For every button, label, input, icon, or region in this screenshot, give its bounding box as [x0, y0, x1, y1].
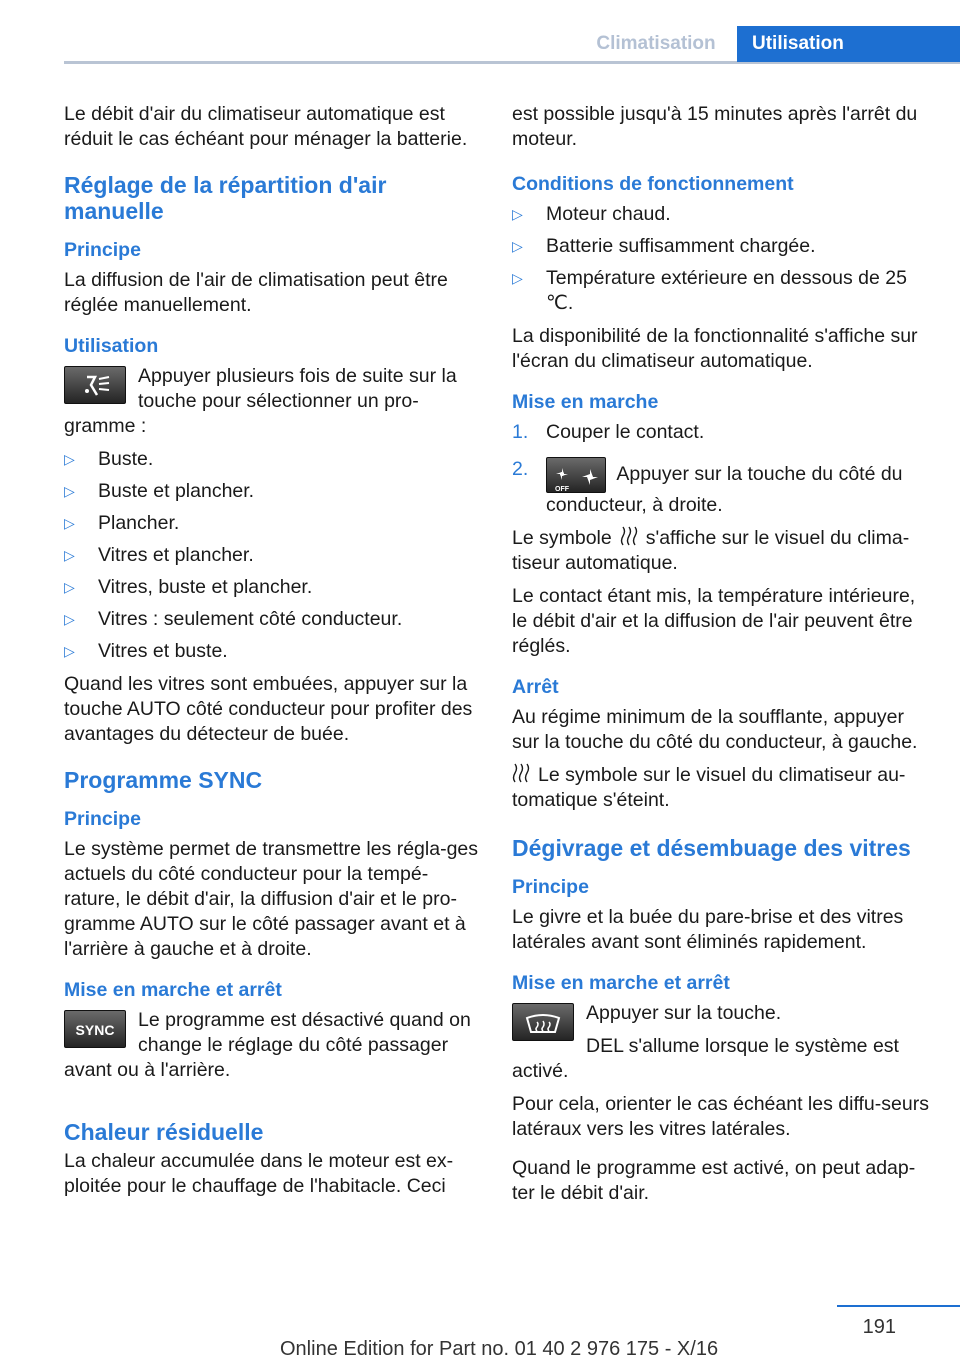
windshield-defrost-icon [523, 1010, 563, 1036]
subhead-principe: Principe [512, 876, 589, 898]
defrost-mise-line2: DEL s'allume lorsque le système est activé. [512, 1035, 899, 1082]
list-item: ▷ Buste. [64, 448, 154, 470]
triangle-bullet-icon: ▷ [512, 206, 523, 222]
off-label: OFF [555, 486, 569, 493]
utilisation-text: Appuyer plusieurs fois de suite sur la touche pour sélectionner un pro‐gramme : [64, 365, 457, 437]
step-number: 2. [512, 458, 529, 480]
air-distribution-icon [75, 373, 115, 399]
section-title-defrost: Dégivrage et désembuage des vitres [512, 835, 911, 861]
sync-block [64, 1008, 482, 1091]
continuation-text: est possible jusqu'à 15 minutes après l'arrêt du moteur. [512, 103, 918, 150]
triangle-bullet-icon: ▷ [64, 611, 75, 627]
subhead-utilisation: Utilisation [64, 335, 159, 357]
fog-text: Quand les vitres sont embuées, appuyer sur la touche AUTO côté conducteur pour profiter des avantages du détecteur de buée. [64, 673, 473, 745]
defrost-airflow-text: Quand le programme est activé, on peut adap‐ter le débit d'air. [512, 1157, 916, 1204]
subhead-conditions: Conditions de fonctionnement [512, 173, 794, 195]
list-item: ▷ Plancher. [64, 512, 180, 534]
page-number: 191 [862, 1316, 896, 1338]
subhead-principe: Principe [64, 239, 141, 261]
list-item: ▷ Température extérieure en dessous de 25 ℃. [512, 267, 907, 314]
triangle-bullet-icon: ▷ [64, 547, 75, 563]
list-item: ▷ Buste et plancher. [64, 480, 255, 502]
contact-text: Le contact étant mis, la température intérieure, le débit d'air et la diffusion de l'air peuvent être réglés. [512, 585, 916, 657]
left-column [64, 102, 482, 1207]
list-item: ▷ Vitres, buste et plancher. [64, 576, 313, 598]
air-distribution-button[interactable] [64, 366, 126, 404]
subhead-mise-en-marche: Mise en marche et arrêt [64, 979, 282, 1001]
list-item: ▷ Vitres et plancher. [64, 544, 254, 566]
arret-symbol-text: Le symbole sur le visuel du climatiseur au‐tomatique s'éteint. [512, 764, 906, 811]
triangle-bullet-icon: ▷ [512, 238, 523, 254]
triangle-bullet-icon: ▷ [64, 515, 75, 531]
availability-text: La disponibilité de la fonctionnalité s'affiche sur l'écran du climatiseur automatique. [512, 325, 918, 372]
subhead-mise-en-marche: Mise en marche et arrêt [512, 972, 730, 994]
step-number: 1. [512, 421, 529, 443]
triangle-bullet-icon: ▷ [64, 483, 75, 499]
triangle-bullet-icon: ▷ [64, 451, 75, 467]
conditions-list [512, 202, 930, 316]
subhead-mise-en-marche: Mise en marche [512, 391, 659, 413]
fan-off-icon [548, 464, 604, 494]
list-item: ▷ Moteur chaud. [512, 203, 671, 225]
list-item: 2. OFF Appuyer sur la touche du côté du conducteur, à droite. [512, 458, 903, 516]
defrost-button[interactable] [512, 1003, 574, 1041]
list-item: 1. Couper le contact. [512, 421, 705, 443]
principe-text: La diffusion de l'air de climatisation peut être réglée manuellement. [64, 269, 448, 316]
residual-heat-text: La chaleur accumulée dans le moteur est ex‐ploitée pour le chauffage de l'habitacle. Ceci [64, 1150, 454, 1197]
header-section-tab[interactable]: Climatisation [596, 33, 716, 54]
defrost-mise-line1: Appuyer sur la touche. [586, 1002, 782, 1024]
defrost-side-text: Pour cela, orienter le cas échéant les diffu‐seurs latéraux vers les vitres latérales. [512, 1093, 929, 1140]
header-chapter-tab[interactable]: Utilisation [737, 26, 960, 62]
subhead-arret: Arrêt [512, 676, 559, 698]
footer-rule [837, 1305, 960, 1307]
list-item: ▷ Vitres et buste. [64, 640, 228, 662]
intro-text: Le débit d'air du climatiseur automatique est réduit le cas échéant pour ménager la batterie. [64, 103, 468, 150]
symbol-text: Le symbole s'affiche sur le visuel du clima‐tiseur automatique. [512, 527, 910, 574]
defrost-principe-text: Le givre et la buée du pare-brise et des vitres latérales avant sont éliminés rapidement. [512, 906, 904, 953]
section-title-residual-heat: Chaleur résiduelle [64, 1119, 264, 1145]
triangle-bullet-icon: ▷ [64, 643, 75, 659]
steps-list [512, 420, 930, 518]
sync-button[interactable]: SYNC [64, 1010, 126, 1048]
list-item: ▷ Vitres : seulement côté conducteur. [64, 608, 403, 630]
right-column [512, 102, 930, 1214]
list-item: ▷ Batterie suffisamment chargée. [512, 235, 816, 257]
section-title-air-distribution: Réglage de la répartition d'air manuelle [64, 172, 387, 224]
triangle-bullet-icon: ▷ [64, 579, 75, 595]
defrost-block [512, 1001, 930, 1092]
program-list [64, 447, 482, 664]
heat-waves-icon [620, 526, 638, 546]
sync-mise-text: Le programme est désactivé quand on change le réglage du côté passager avant ou à l'arrière. [64, 1009, 471, 1081]
arret-text: Au régime minimum de la soufflante, appuyer sur la touche du côté du conducteur, à gauche. [512, 706, 918, 753]
triangle-bullet-icon: ▷ [512, 270, 523, 286]
residual-heat-button[interactable] [546, 457, 606, 493]
edition-footer: Online Edition for Part no. 01 40 2 976 175 - X/16 [280, 1338, 719, 1360]
subhead-principe: Principe [64, 808, 141, 830]
heat-waves-icon [512, 763, 530, 783]
sync-principe-text: Le système permet de transmettre les régla‐ges actuels du côté conducteur pour la tempé‐rature, le débit d'air, la diffusion d'air et le pro‐gramme AUTO sur le côté passager avant et à l'arrière à gauche et à droite. [64, 838, 479, 960]
section-title-sync: Programme SYNC [64, 767, 263, 793]
utilisation-block [64, 364, 482, 447]
